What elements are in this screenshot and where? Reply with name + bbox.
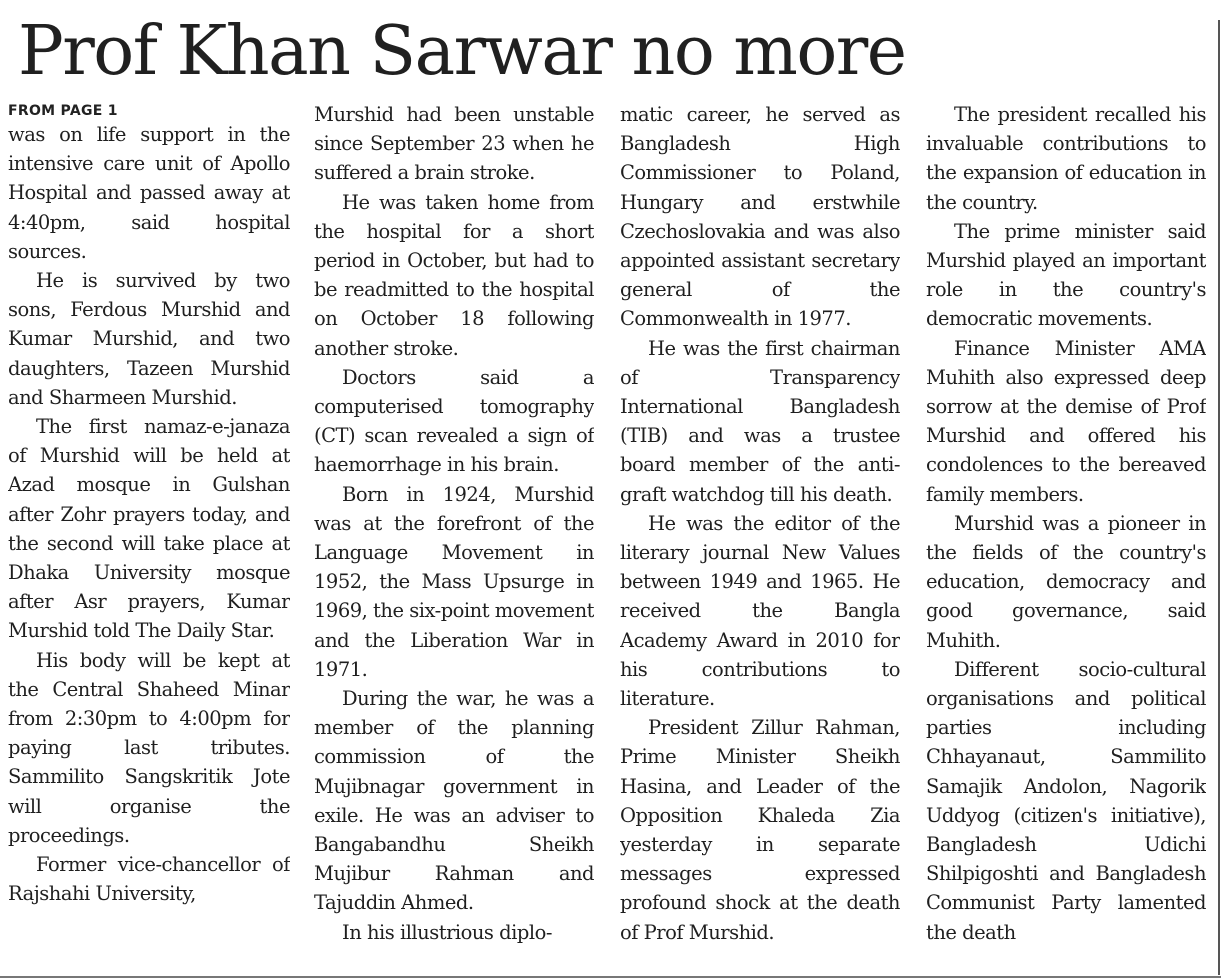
right-border-rule	[1218, 20, 1220, 975]
paragraph: He was the editor of the literary journal New Values between 1949 and 1965. He received the Bangla Academy Award in 2010 for his contributions to literature.	[620, 511, 900, 711]
paragraph: was on life support in the intensive care unit of Apollo Hospital and passed away at 4:40pm, said hospital sources.	[8, 123, 290, 263]
paragraph: The first namaz-e-janaza of Murshid will be held at Azad mosque in Gulshan after Zohr prayers today, and the second will take place at Dhaka University mosque after Asr prayers, Kumar Murshid told The Daily Star.	[8, 415, 290, 643]
headline: Prof Khan Sarwar no more	[18, 12, 906, 91]
article-column-4	[926, 100, 1206, 950]
paragraph: Different socio-cultural organisations and political parties including Chhayanaut, Sammilito Samajik Andolon, Nagorik Uddyog (citizen's initiative), Bangladesh Udichi Shilpigoshti and Bangladesh Communist Party lamented the death	[926, 657, 1206, 944]
paragraph: The president recalled his invaluable contributions to the expansion of education in the country.	[926, 103, 1206, 214]
paragraph: He is survived by two sons, Ferdous Murshid and Kumar Murshid, and two daughters, Tazeen Murshid and Sharmeen Murshid.	[8, 269, 290, 409]
paragraph: During the war, he was a member of the planning commission of the Mujibnagar government in exile. He was an adviser to Bangabandhu Sheikh Mujibur Rahman and Tajuddin Ahmed.	[314, 687, 594, 915]
paragraph: Finance Minister AMA Muhith also expressed deep sorrow at the demise of Prof Murshid and offered his condolences to the bereaved family members.	[926, 336, 1206, 506]
article-column-1	[8, 120, 290, 970]
article-column-3	[620, 100, 900, 950]
paragraph: Born in 1924, Murshid was at the forefront of the Language Movement in 1952, the Mass Upsurge in 1969, the six-point movement and the Liberation War in 1971.	[314, 482, 594, 681]
article-column-2	[314, 100, 594, 950]
paragraph: The prime minister said Murshid played an important role in the country's democratic movements.	[926, 219, 1206, 331]
paragraph: President Zillur Rahman, Prime Minister Sheikh Hasina, and Leader of the Opposition Khaleda Zia yesterday in separate messages expressed profound shock at the death of Prof Murshid.	[620, 716, 900, 944]
continuation-kicker: FROM PAGE 1	[8, 103, 118, 119]
paragraph: matic career, he served as Bangladesh High Commissioner to Poland, Hungary and erstwhile Czechoslovakia and was also appointed assistant secretary general of the Commonwealth in 1977.	[620, 103, 900, 331]
paragraph: Doctors said a computerised tomography (CT) scan revealed a sign of haemorrhage in his brain.	[314, 365, 594, 477]
paragraph: He was taken home from the hospital for a short period in October, but had to be readmitted to the hospital on October 18 following another stroke.	[314, 190, 594, 360]
paragraph: Murshid was a pioneer in the fields of the country's education, democracy and good governance, said Muhith.	[926, 511, 1206, 652]
paragraph: Murshid had been unstable since September 23 when he suffered a brain stroke.	[314, 103, 594, 185]
paragraph: His body will be kept at the Central Shaheed Minar from 2:30pm to 4:00pm for paying last tributes. Sammilito Sangskritik Jote will organise the proceedings.	[8, 648, 290, 847]
paragraph: In his illustrious diplo-	[342, 920, 552, 944]
paragraph: He was the first chairman of Transparency International Bangladesh (TIB) and was a trustee board member of the anti-graft watchdog till his death.	[620, 336, 900, 506]
bottom-border-rule	[0, 976, 1221, 978]
paragraph: Former vice-chancellor of Rajshahi University,	[8, 853, 290, 906]
